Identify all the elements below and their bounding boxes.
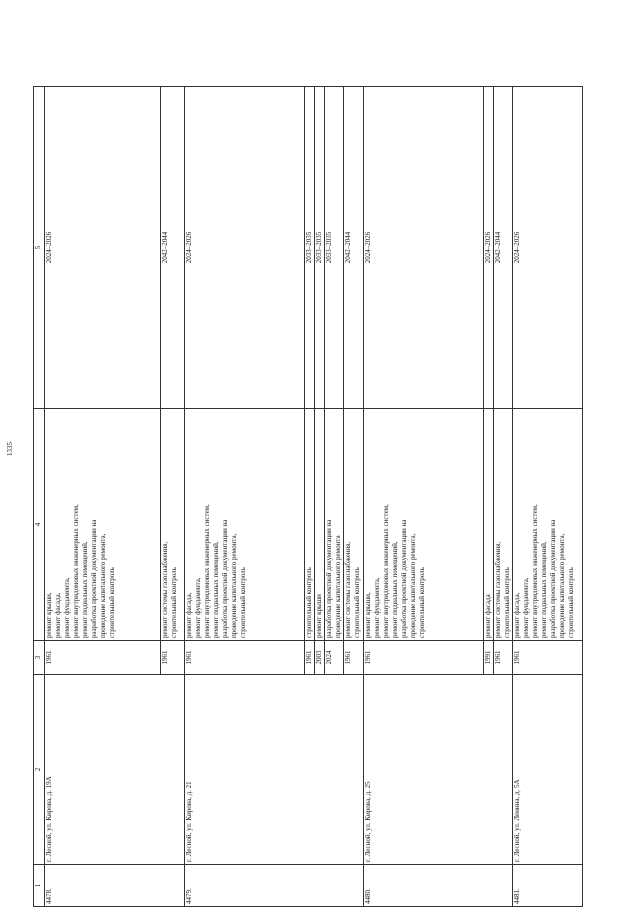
- period-cell: 2033–2035: [325, 87, 344, 409]
- period-cell: 2042–2044: [161, 87, 185, 409]
- address-cell: г. Лесной, ул. Кирова, д. 19А: [45, 675, 185, 865]
- year-cell: 2024: [325, 641, 344, 675]
- year-cell: 1991: [484, 641, 494, 675]
- address-cell: г. Лесной, ул. Кирова, д. 25: [364, 675, 513, 865]
- work-type-cell: ремонт крыши, ремонт фундамента, ремонт внутридомовых инженерных систем, ремонт подвальных помещений, разработка проектной документации на проведение капитального ремонта, строительный контроль: [364, 409, 484, 641]
- document-page: [33, 87, 575, 907]
- work-type-cell: ремонт системы газоснабжения, строительный контроль: [344, 409, 364, 641]
- period-cell: 2024–2026: [364, 87, 484, 409]
- year-cell: 1961: [305, 641, 315, 675]
- period-cell: 2042–2044: [344, 87, 364, 409]
- work-type-cell: ремонт фасада, ремонт фундамента, ремонт внутридомовых инженерных систем, ремонт подвальных помещений, разработка проектной документации на проведение капитального ремонта, строительный контроль: [513, 409, 583, 641]
- header-col-1: 1: [34, 865, 45, 907]
- period-cell: 2033–2035: [305, 87, 315, 409]
- header-col-5: 5: [34, 87, 45, 409]
- period-cell: 2024–2026: [513, 87, 583, 409]
- work-type-cell: ремонт крыши: [315, 409, 325, 641]
- period-cell: 2042–2044: [494, 87, 513, 409]
- header-col-3: 3: [34, 641, 45, 675]
- table-row: [364, 87, 484, 907]
- work-type-cell: ремонт крыши, ремонт фасада, ремонт фундамента, ремонт внутридомовых инженерных систем, ремонт подвальных помещений, разработка проектной документации на проведение капитального ремонта, строительный контроль: [45, 409, 161, 641]
- year-cell: 1961: [161, 641, 185, 675]
- row-number: 4479.: [185, 865, 364, 907]
- year-cell: 1961: [344, 641, 364, 675]
- table-row: [45, 87, 161, 907]
- period-cell: 2024–2026: [45, 87, 161, 409]
- row-number: 4478.: [45, 865, 185, 907]
- work-type-cell: разработка проектной документации на проведение капитального ремонта: [325, 409, 344, 641]
- work-type-cell: ремонт фасада, ремонт фундамента, ремонт внутридомовых инженерных систем, ремонт подвальных помещений, разработка проектной документации на проведение капитального ремонта, строительный контроль: [185, 409, 305, 641]
- header-col-4: 4: [34, 409, 45, 641]
- table-row: [513, 87, 583, 907]
- year-cell: 1961: [513, 641, 583, 675]
- work-type-cell: ремонт системы газоснабжения, строительный контроль: [494, 409, 513, 641]
- address-cell: г. Лесной, ул. Кирова, д. 21: [185, 675, 364, 865]
- header-col-2: 2: [34, 675, 45, 865]
- year-cell: 1961: [494, 641, 513, 675]
- period-cell: 2033–2035: [315, 87, 325, 409]
- year-cell: 1961: [364, 641, 484, 675]
- row-number: 4481.: [513, 865, 583, 907]
- work-type-cell: ремонт фасада: [484, 409, 494, 641]
- table-row: [185, 87, 305, 907]
- year-cell: 1961: [185, 641, 305, 675]
- year-cell: 1961: [45, 641, 161, 675]
- work-type-cell: ремонт системы газоснабжения, строительный контроль: [161, 409, 185, 641]
- header-row: [34, 87, 45, 907]
- period-cell: 2024–2026: [484, 87, 494, 409]
- work-type-cell: строительный контроль: [305, 409, 315, 641]
- year-cell: 2003: [315, 641, 325, 675]
- address-cell: г. Лесной, ул. Ленина, д. 5А: [513, 675, 583, 865]
- page-number: 1335: [6, 442, 14, 456]
- period-cell: 2024–2026: [185, 87, 305, 409]
- row-number: 4480.: [364, 865, 513, 907]
- repair-schedule-table: [33, 86, 583, 907]
